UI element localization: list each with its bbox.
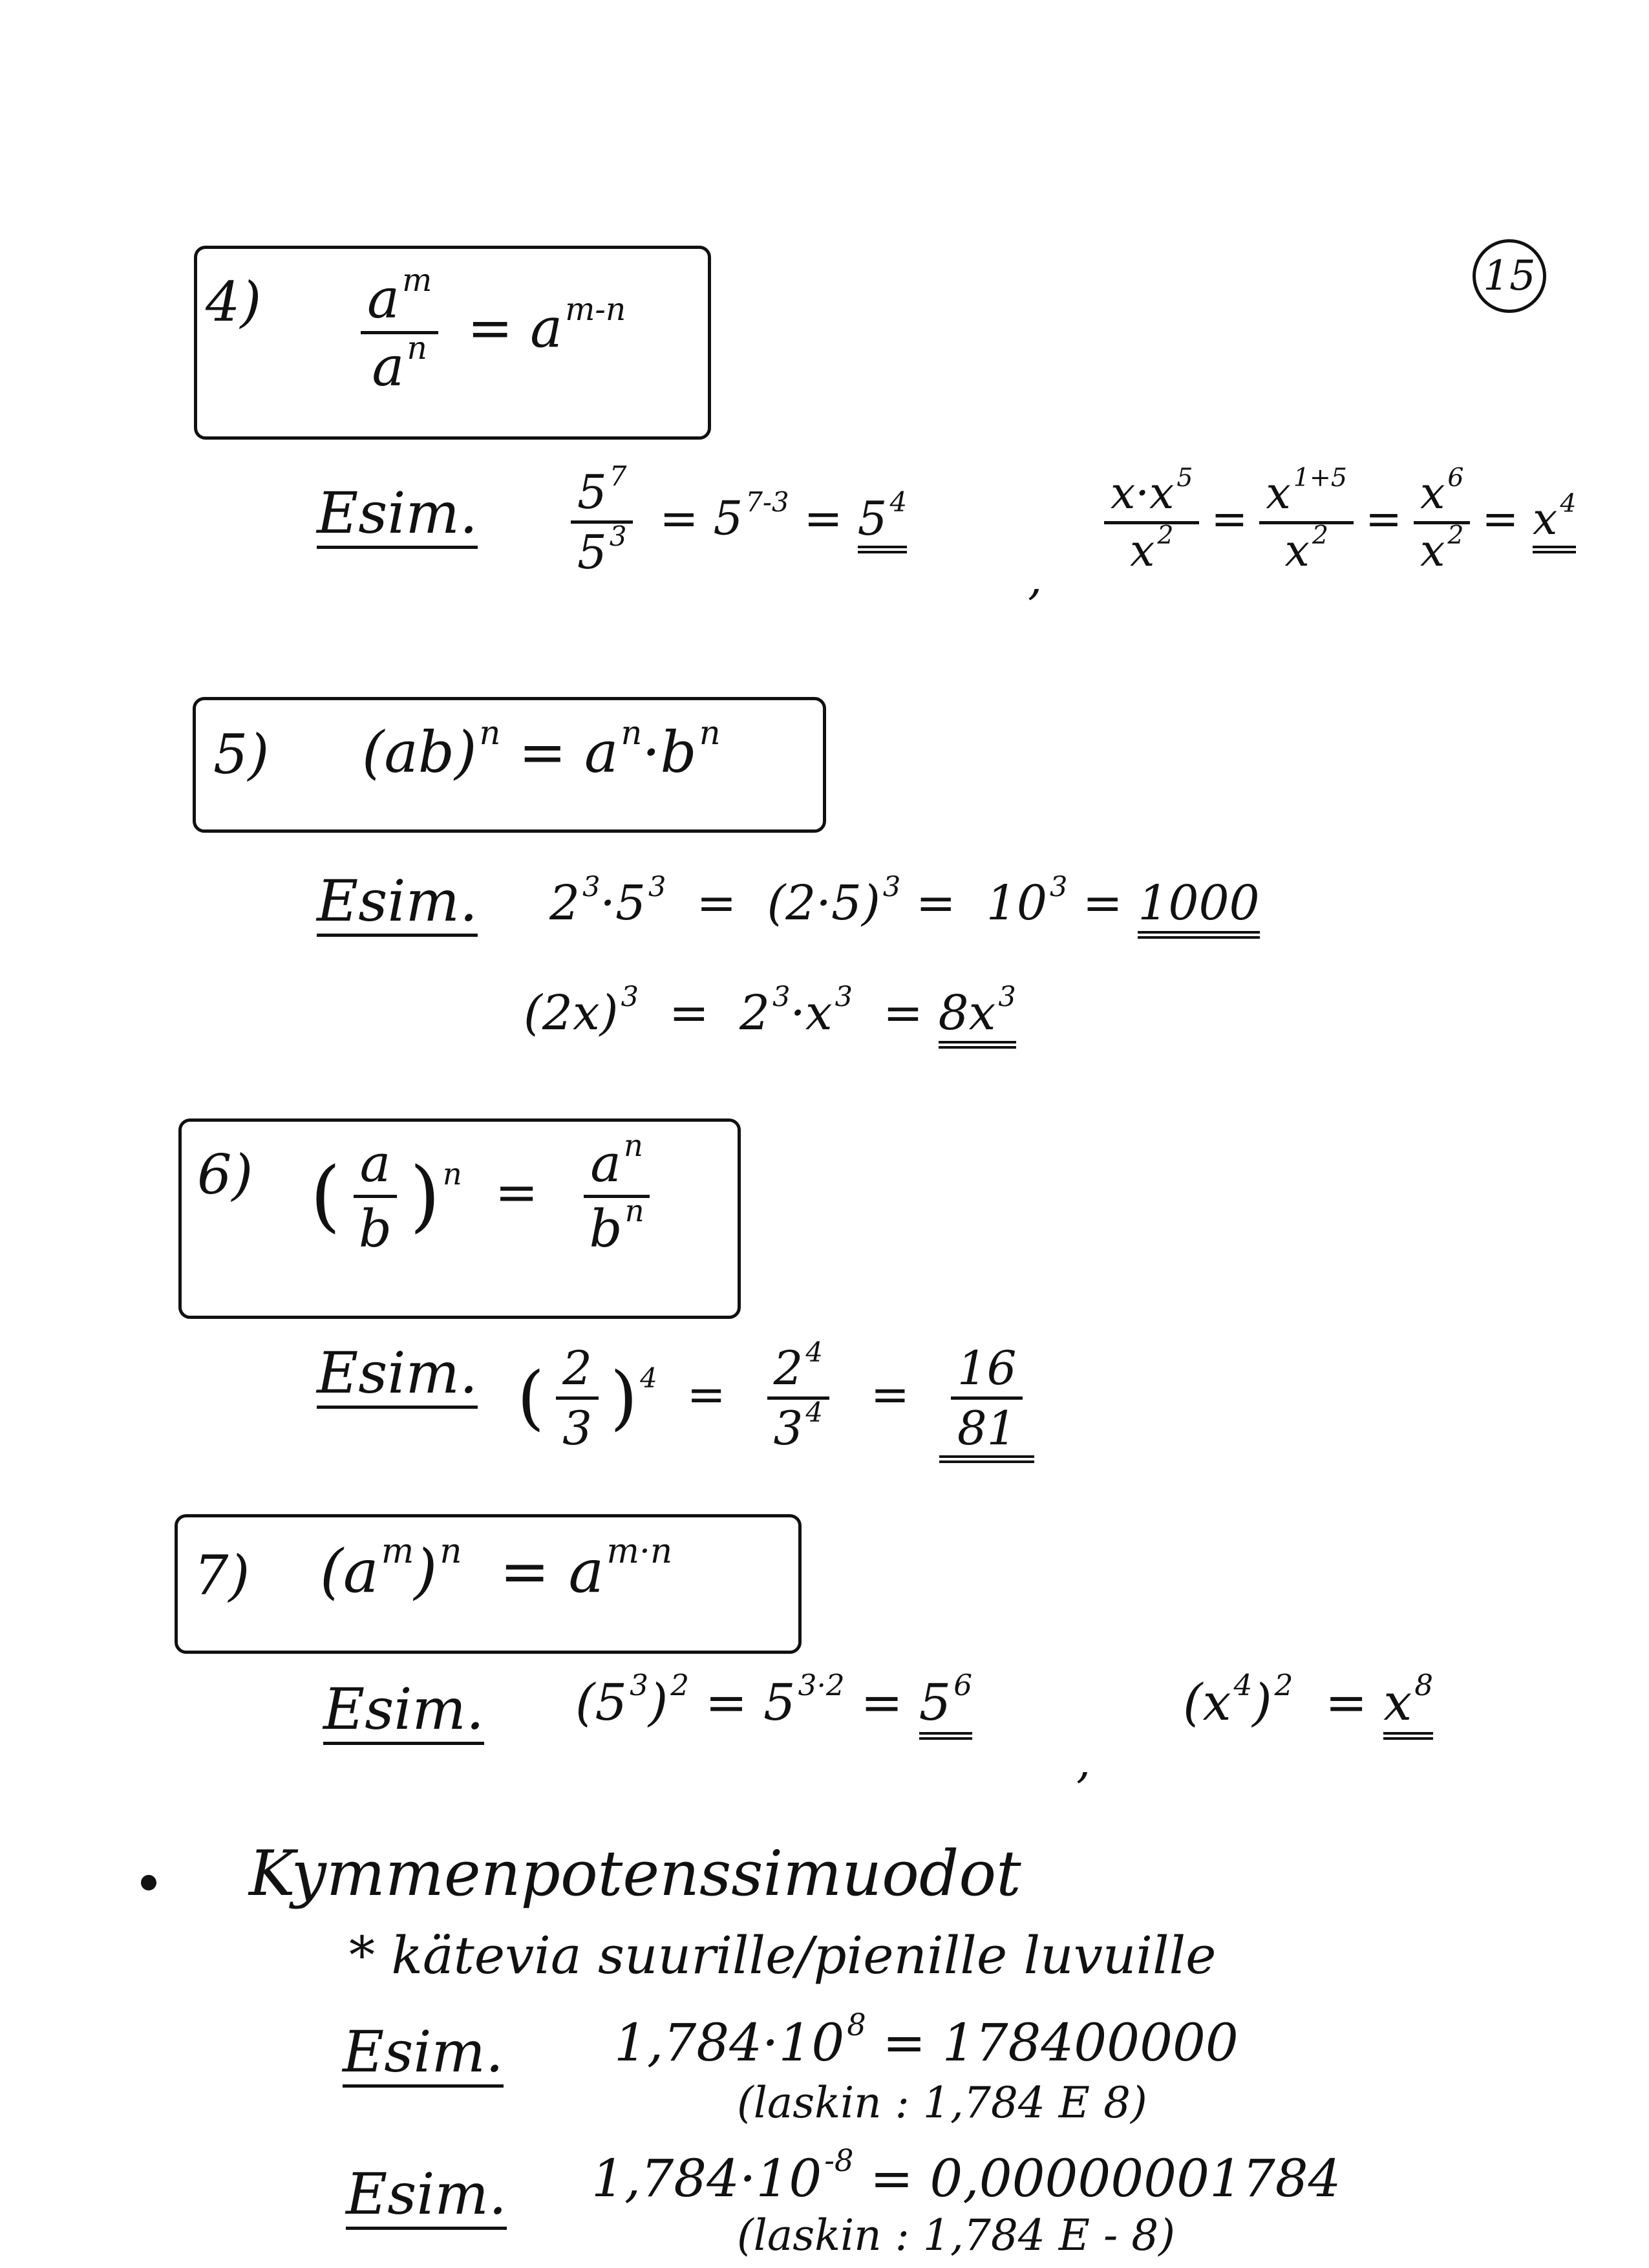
rule-4-formula: $\frac{a^m}{a^n}$ = $a^{m-n}$ xyxy=(349,272,626,394)
rule-4-example-separator: , xyxy=(1028,552,1043,605)
rule-7-example-label: Esim. xyxy=(323,1681,484,1745)
rule-5-number: 5) xyxy=(213,723,270,786)
section-example-2-calculator: (laskin : 1,784 E - 8) xyxy=(737,2210,1175,2260)
section-example-2-label: Esim. xyxy=(346,2166,507,2230)
rule-5-example-2: $(2x)^3 = 2^3\cdot x^3 = 8x^3$ xyxy=(524,989,1016,1049)
rule-7-example-2: $(x^4)^2 = x^8$ xyxy=(1183,1678,1433,1740)
page-number: 15 xyxy=(1473,239,1546,313)
section-title: Kymmenpotenssimuodot xyxy=(249,1837,1021,1910)
section-example-1-calculator: (laskin : 1,784 E 8) xyxy=(737,2078,1147,2128)
rule-4-number: 4) xyxy=(206,270,262,334)
rule-7-example-separator: , xyxy=(1076,1735,1091,1788)
rule-7-formula: $(a^m)^n = a^{m\cdot n}$ xyxy=(320,1530,673,1606)
rule-6-number: 6) xyxy=(197,1143,253,1206)
section-example-1-label: Esim. xyxy=(343,2024,504,2088)
rule-4-example-label: Esim. xyxy=(317,485,478,549)
rule-7-number: 7) xyxy=(194,1544,250,1607)
rule-6-formula: ( $\frac{a}{b}$ )$^n$ = $\frac{a^n}{b^n}$ xyxy=(310,1138,663,1255)
rule-6-example-1: ( $\frac{2}{3}$ )$^4$ = $\frac{2^4}{3^4}$ = $\frac{16}{81}$ xyxy=(517,1345,1034,1463)
bullet-icon xyxy=(141,1875,156,1890)
section-example-1: $1,784\cdot 10^8 = 178400000$ xyxy=(614,2007,1239,2073)
rule-7-example-1: $(5^3)^2 = 5^{3\cdot 2} = 5^6$ xyxy=(575,1678,972,1740)
section-example-2: $1,784\cdot 10^{-8} = 0,00000001784$ xyxy=(591,2143,1341,2209)
rule-6-example-label: Esim. xyxy=(317,1345,478,1409)
rule-4-example-1: $\frac{5^7}{5^3}$ = $5^{7-3} = 5^4$ xyxy=(559,469,907,575)
rule-5-example-1: $2^3\cdot 5^3 = (2\cdot 5)^3 = 10^3 = 1000$ xyxy=(549,879,1260,939)
rule-5-example-label: Esim. xyxy=(317,873,478,937)
rule-4-example-2: $\frac{x\cdot x ^5}{x ^2}$ = $\frac{x ^{1+5}}{x ^2}$ = $\frac{x ^6}{x ^2}$ = x $^4$ xyxy=(1092,472,1576,573)
rule-5-formula: $(ab)^n = a^n\cdot b^n$ xyxy=(362,714,721,786)
section-note: * kätevia suurille/pienille luvuille xyxy=(349,1925,1217,1985)
